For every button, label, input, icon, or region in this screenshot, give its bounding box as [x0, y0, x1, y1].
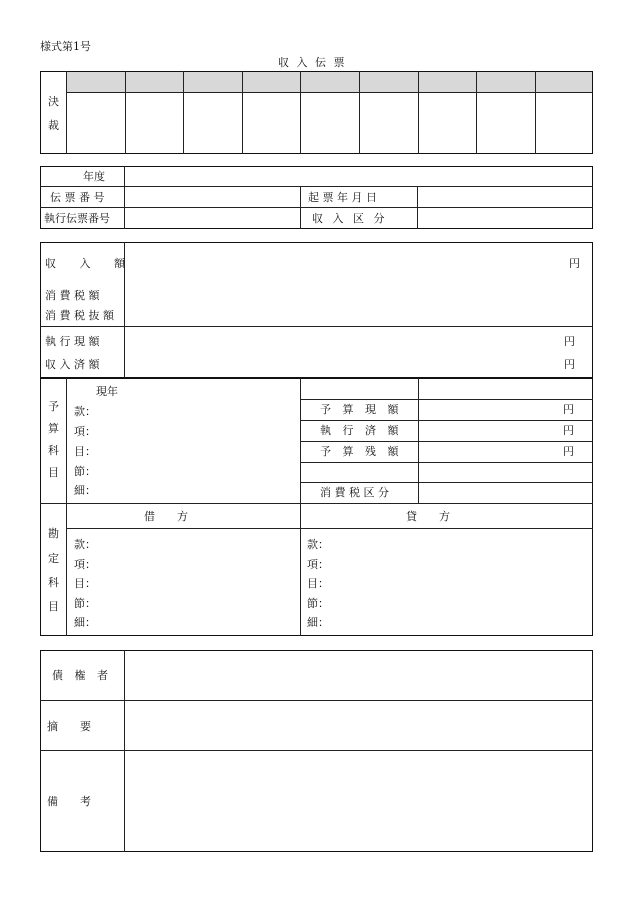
debit-row-sai: 細： [74, 616, 96, 629]
approval-label-top: 決 [48, 95, 59, 108]
accounts-side-4: 目 [48, 600, 59, 613]
budget-side-1: 予 [48, 400, 59, 413]
budget-row-moku: 目： [74, 445, 96, 458]
budget-side-4: 目 [48, 466, 59, 479]
budget-row-kan: 款： [74, 405, 96, 418]
remaining-yen: 円 [563, 445, 574, 458]
remarks-label: 備 考 [47, 795, 91, 808]
income-type-label: 収 入 区 分 [312, 212, 388, 225]
debit-row-moku: 目： [74, 577, 96, 590]
executed-label: 執 行 済 額 [320, 424, 403, 437]
tax-category-label: 消 費 税 区 分 [320, 486, 389, 499]
debit-row-kan: 款： [74, 538, 96, 551]
amounts-block [40, 242, 593, 378]
budget-side-3: 科 [48, 444, 59, 457]
header-block [40, 166, 593, 229]
budget-row-sai: 細： [74, 484, 96, 497]
income-yen: 円 [569, 257, 580, 270]
page-title: 収 入 伝 票 [278, 56, 347, 69]
credit-header: 貸 方 [406, 510, 450, 523]
remaining-label: 予 算 残 額 [320, 445, 403, 458]
credit-row-kan: 款： [307, 538, 329, 551]
debit-header: 借 方 [144, 510, 188, 523]
accounts-side-1: 勘 [48, 527, 59, 540]
income-amount-label: 収 入 額 [45, 257, 135, 270]
creditor-label: 債 権 者 [52, 669, 112, 682]
form-number: 様式第1号 [40, 40, 91, 53]
budget-current-yen: 円 [563, 403, 574, 416]
budget-current-label: 予 算 現 額 [320, 403, 403, 416]
credit-row-setsu: 節： [307, 597, 329, 610]
budget-row-kou: 項： [74, 425, 96, 438]
credit-row-kou: 項： [307, 558, 329, 571]
issue-date-label: 起 票 年 月 日 [308, 191, 377, 204]
accounts-side-2: 定 [48, 552, 59, 565]
budget-accounts-block [40, 378, 593, 636]
collected-yen: 円 [564, 358, 575, 371]
accounts-side-3: 科 [48, 576, 59, 589]
voucher-no-label: 伝 票 番 号 [50, 191, 105, 204]
credit-row-sai: 細： [307, 616, 329, 629]
debit-row-setsu: 節： [74, 597, 96, 610]
tax-excl-amount-label: 消 費 税 抜 額 [45, 309, 114, 322]
approval-label-bottom: 裁 [48, 119, 59, 132]
fiscal-year-label: 年度 [83, 170, 105, 183]
debit-row-kou: 項： [74, 558, 96, 571]
approval-block [40, 71, 593, 154]
summary-label: 摘 要 [47, 720, 91, 733]
collected-label: 収 入 済 額 [45, 358, 100, 371]
budget-row-setsu: 節： [74, 465, 96, 478]
exec-current-yen: 円 [564, 335, 575, 348]
exec-voucher-no-label: 執行伝票番号 [44, 212, 110, 225]
exec-current-label: 執 行 現 額 [45, 335, 100, 348]
bottom-block [40, 650, 593, 852]
current-year-label: 現年 [96, 385, 118, 398]
tax-amount-label: 消 費 税 額 [45, 289, 100, 302]
budget-side-2: 算 [48, 422, 59, 435]
executed-yen: 円 [563, 424, 574, 437]
credit-row-moku: 目： [307, 577, 329, 590]
